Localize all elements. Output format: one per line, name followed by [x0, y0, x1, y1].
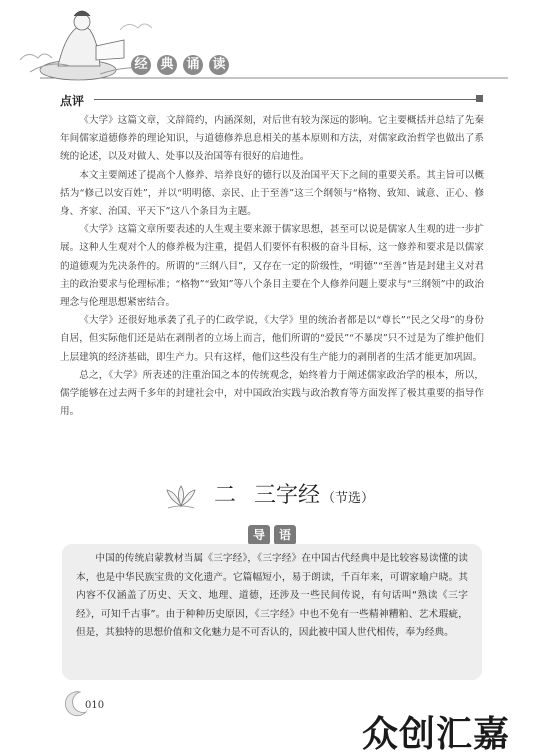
header-title-char: 经 [131, 55, 151, 75]
page-number: 010 [85, 700, 105, 711]
commentary-paragraph: 《大学》这篇文章所要表述的人生观主要来源于儒家思想，甚至可以说是儒家人生观的进一步扩展。这种人生观对个人的修养极为注重，提倡人们要怀有积极的奋斗目标，这一修养和要求是以儒家的道德观为先决条件的。所谓的“三纲八目”，又存在一定的阶级性，“明德”“至善”皆是封建主义对君主的政治要求与伦理标准；“格物”“致知”等八个条目主要在个人修养问题上要求与“三纲领”中的政治理念与伦理思想紧密结合。 [60, 224, 484, 309]
commentary-body [60, 112, 484, 421]
header-title-char: 读 [209, 55, 229, 75]
header-title-char: 诵 [183, 55, 203, 75]
intro-badge [242, 524, 302, 546]
intro-text: 中国的传统启蒙教材当属《三字经》，《三字经》在中国古代经典中是比较容易读懂的读本，也是中华民族宝贵的文化遗产。它篇幅短小，易于朗读，千百年来，可谓家喻户晓。其内容不仅涵盖了历史、天文、地理、道德，还涉及一些民间传说，有句话叫“熟读《三字经》，可知千古事”。由于种种历史原因，《三字经》中也不免有一些精神糟粕、艺术瑕疵，但是，其独特的思想价值和文化魅力是不可否认的，因此被中国人世代相传，奉为经典。 [76, 553, 468, 639]
commentary-paragraph: 本文主要阐述了提高个人修养、培养良好的德行以及治国平天下之间的重要关系。其主旨可以概括为“修己以安百姓”，并以“明明德、亲民、止于至善”这三个纲领与“格物、致知、诚意、正心、修身、齐家、治国、平天下”这八个条目为主题。 [60, 169, 484, 218]
header-banner [0, 0, 544, 86]
chapter-subtitle: （节选） [322, 491, 375, 506]
watermark: 众创汇嘉 [362, 714, 511, 750]
section-square-icon [476, 95, 483, 102]
intro-badge-char: 导 [248, 525, 270, 545]
section-heading: 点评 [60, 94, 85, 108]
chapter-title: 三字经 [254, 483, 321, 508]
lotus-icon [164, 482, 198, 510]
commentary-paragraph: 《大学》还很好地承袭了孔子的仁政学说，《大学》里的统治者都是以“尊长”“民之父母”的身份自居，但实际他们还是站在剥削者的立场上而言，他们所谓的“爱民”“不暴戾”只不过是为了维护他们上层建筑的经济基础，即生产力。只有这样，他们这些没有生产能力的剥削者的生活才能更加巩固。 [60, 315, 484, 363]
intro-badge-char: 语 [274, 525, 296, 545]
commentary-paragraph: 《大学》这篇文章，文辞简约，内涵深刻，对后世有较为深远的影响。它主要概括并总结了先秦年间儒家道德修养的理论知识，与道德修养息息相关的基本原则和方法，对儒家政治哲学也做出了系统的论述，以及对做人、处事以及治国等有很好的启迪性。 [60, 115, 484, 163]
header-illustration [0, 0, 544, 86]
header-title-char: 典 [157, 55, 177, 75]
intro-box [62, 544, 482, 680]
commentary-paragraph: 总之，《大学》所表述的注重治国之本的传统观念，始终着力于阐述儒家政治学的根本，所以，儒学能够在过去两千多年的封建社会中，对中国政治实践与政治教育等方面发挥了极其重要的指导作用。 [60, 369, 484, 418]
section-divider [94, 99, 476, 100]
header-title [130, 54, 230, 76]
chapter-heading [0, 474, 544, 514]
chapter-number: 二 [214, 483, 237, 508]
